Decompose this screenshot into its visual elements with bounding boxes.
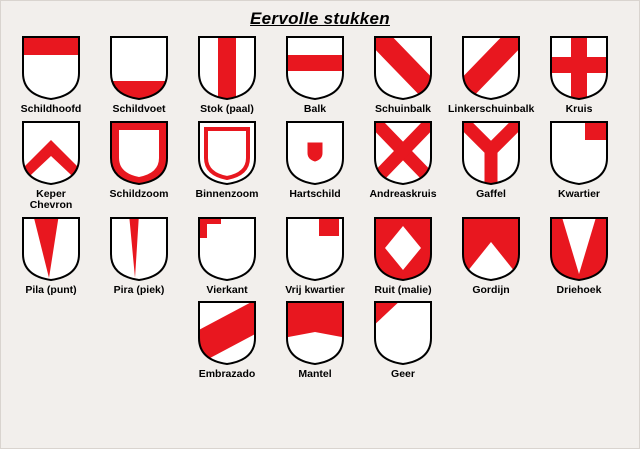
shield-label: Schildzoom — [109, 187, 169, 200]
shield-cell-embrazado[interactable] — [183, 298, 271, 381]
shield-schildvoet — [107, 33, 171, 101]
shield-cell-mantel[interactable] — [271, 298, 359, 381]
shield-balk — [283, 33, 347, 101]
shield-gaffel — [459, 118, 523, 186]
shield-label: Andreaskruis — [369, 187, 437, 200]
shield-cell-hartschild[interactable] — [271, 118, 359, 201]
shield-label: Pila (punt) — [25, 283, 77, 296]
shield-stok — [195, 33, 259, 101]
shield-cell-ruit[interactable] — [359, 214, 447, 297]
shield-row — [7, 33, 633, 118]
shield-cell-schildhoofd[interactable] — [7, 33, 95, 116]
shield-embrazado — [195, 298, 259, 366]
shield-label: Pira (piek) — [113, 283, 165, 296]
shield-linkerschuinbalk — [459, 33, 523, 101]
shield-row — [7, 214, 633, 299]
shield-label: Stok (paal) — [200, 103, 254, 115]
shield-cell-kwartier[interactable] — [535, 118, 623, 201]
shield-pira — [107, 214, 171, 282]
shield-cell-schuinbalk[interactable] — [359, 33, 447, 116]
shield-label: Geer — [391, 368, 415, 380]
shield-cell-binnenzoom[interactable] — [183, 118, 271, 201]
shield-vrij-kwartier — [283, 214, 347, 282]
shield-cell-schildvoet[interactable] — [95, 33, 183, 116]
shield-cell-pila[interactable] — [7, 214, 95, 297]
shield-label: Vrij kwartier — [285, 283, 345, 296]
shield-binnenzoom — [195, 118, 259, 186]
shield-label: Embrazado — [198, 368, 256, 380]
shield-pila — [19, 214, 83, 282]
shield-label: Balk — [303, 103, 327, 115]
shield-kruis — [547, 33, 611, 101]
shield-cell-linkerschuinbalk[interactable] — [447, 33, 535, 116]
shield-label: Ruit (malie) — [374, 283, 432, 296]
shield-driehoek — [547, 214, 611, 282]
shield-label: Schildvoet — [112, 103, 166, 115]
shield-cell-vrij-kwartier[interactable] — [271, 214, 359, 297]
shield-label: Gordijn — [472, 283, 510, 296]
shield-label: Mantel — [298, 368, 332, 380]
shield-cell-driehoek[interactable] — [535, 214, 623, 297]
shield-grid — [1, 33, 639, 383]
shield-label: Schuinbalk — [374, 103, 431, 115]
shield-schildhoofd — [19, 33, 83, 101]
page-title: Eervolle stukken — [250, 9, 390, 28]
shield-label: Linkerschuinbalk — [448, 103, 535, 115]
shield-label: Hartschild — [289, 187, 341, 200]
shield-geer — [371, 298, 435, 366]
label-line1: Keper — [36, 187, 66, 200]
shield-cell-gaffel[interactable] — [447, 118, 535, 201]
shield-label: Schildhoofd — [20, 103, 82, 115]
shield-vierkant — [195, 214, 259, 282]
shield-row — [7, 118, 633, 214]
shield-schuinbalk — [371, 33, 435, 101]
shield-cell-andreaskruis[interactable] — [359, 118, 447, 201]
shield-keper — [19, 118, 83, 186]
label-line2: Chevron — [29, 199, 73, 211]
shield-cell-geer[interactable] — [359, 298, 447, 381]
shield-label: Gaffel — [476, 187, 506, 200]
shield-andreaskruis — [371, 118, 435, 186]
shield-label — [30, 189, 73, 212]
shield-ruit — [371, 214, 435, 282]
shield-hartschild — [283, 118, 347, 186]
shield-kwartier — [547, 118, 611, 186]
shield-cell-balk[interactable] — [271, 33, 359, 116]
shield-cell-gordijn[interactable] — [447, 214, 535, 297]
shield-cell-pira[interactable] — [95, 214, 183, 297]
shield-schildzoom — [107, 118, 171, 186]
shield-label: Vierkant — [206, 283, 248, 296]
shield-cell-keper[interactable] — [7, 118, 95, 212]
shield-row — [7, 298, 633, 383]
shield-label: Binnenzoom — [195, 187, 259, 200]
shield-label: Kwartier — [557, 187, 600, 200]
shield-cell-schildzoom[interactable] — [95, 118, 183, 201]
shield-gordijn — [459, 214, 523, 282]
shield-mantel — [283, 298, 347, 366]
shield-label: Kruis — [565, 103, 593, 115]
shield-cell-vierkant[interactable] — [183, 214, 271, 297]
shield-label: Driehoek — [556, 283, 602, 296]
shield-cell-stok[interactable] — [183, 33, 271, 116]
shield-cell-kruis[interactable] — [535, 33, 623, 116]
